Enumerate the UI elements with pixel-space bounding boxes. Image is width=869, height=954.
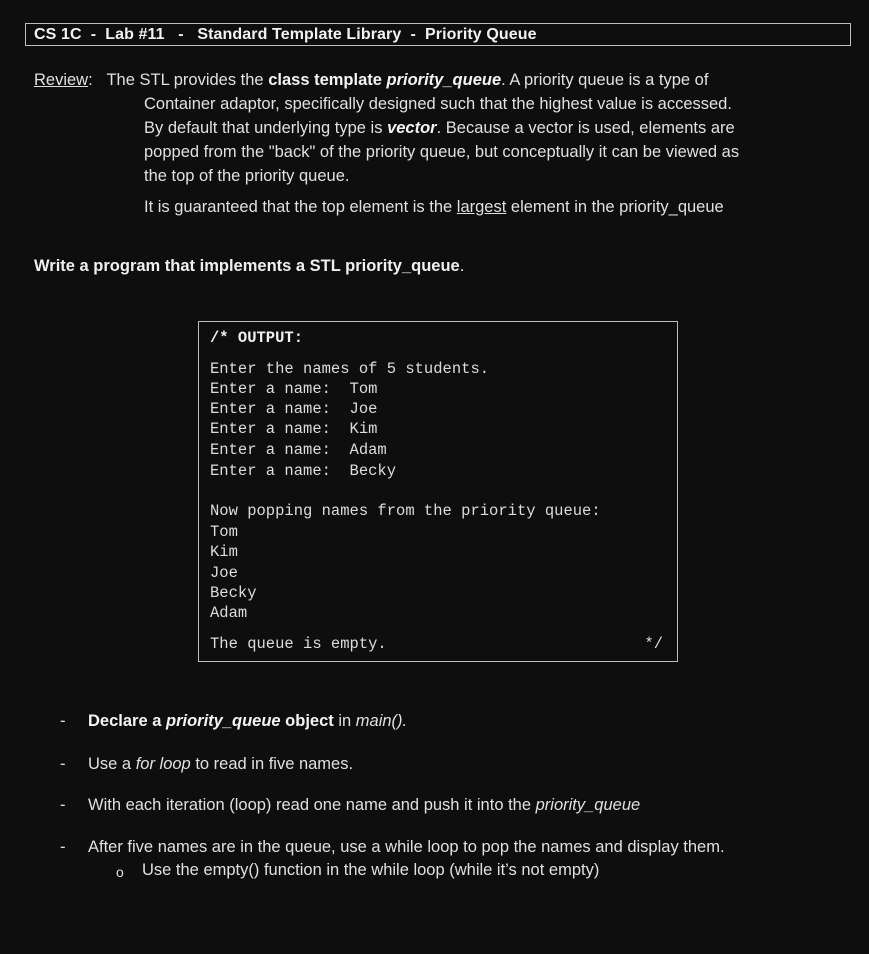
output-input-line: Enter a name: Kim xyxy=(210,420,378,438)
review-line-4: popped from the "back" of the priority queue, but conceptually it can be viewed as xyxy=(144,143,740,161)
output-popped-name: Joe xyxy=(210,564,238,582)
review-line-3: By default that underlying type is vector. Because a vector is used, elements are xyxy=(144,119,735,137)
bullet-dash: - xyxy=(60,712,66,730)
output-input-line: Enter a name: Becky xyxy=(210,462,397,480)
output-header: /* OUTPUT: xyxy=(210,329,304,347)
title-box xyxy=(25,23,851,46)
review-line-2: Container adaptor, specifically designed such that the highest value is accessed. xyxy=(144,95,732,113)
output-input-line: Enter a name: Tom xyxy=(210,380,378,398)
output-popping-header: Now popping names from the priority queue: xyxy=(210,502,601,520)
bullet-for-loop: Use a for loop to read in five names. xyxy=(88,755,354,773)
output-popped-name: Becky xyxy=(210,584,257,602)
page-title: CS 1C - Lab #11 - Standard Template Library - Priority Queue xyxy=(34,26,537,43)
review-line-1: Review: The STL provides the class template priority_queue. A priority queue is a type of xyxy=(34,71,709,89)
bullet-dash: - xyxy=(60,796,66,814)
bullet-push: With each iteration (loop) read one name and push it into the priority_queue xyxy=(88,796,641,814)
output-input-line: Enter a name: Adam xyxy=(210,441,387,459)
bullet-dash: - xyxy=(60,838,66,856)
sub-bullet-marker: o xyxy=(116,864,124,880)
sample-output-box xyxy=(198,321,678,662)
bullet-while-loop: After five names are in the queue, use a while loop to pop the names and display them. xyxy=(88,838,725,856)
review-label: Review xyxy=(34,71,89,89)
bullet-declare: Declare a priority_queue object in main(). xyxy=(88,712,408,730)
output-comment-close: */ xyxy=(644,635,663,653)
output-popped-name: Adam xyxy=(210,604,248,622)
output-input-line: Enter a name: Joe xyxy=(210,400,378,418)
output-popped-name: Kim xyxy=(210,543,238,561)
sub-bullet-empty: Use the empty() function in the while loop (while it’s not empty) xyxy=(142,861,600,879)
review-line-6: It is guaranteed that the top element is the largest element in the priority_queue xyxy=(144,198,724,216)
output-empty-message: The queue is empty. xyxy=(210,635,387,653)
task-statement: Write a program that implements a STL priority_queue. xyxy=(34,257,465,275)
output-popped-name: Tom xyxy=(210,523,238,541)
output-intro: Enter the names of 5 students. xyxy=(210,360,490,378)
review-line-5: the top of the priority queue. xyxy=(144,167,350,185)
bullet-dash: - xyxy=(60,755,66,773)
